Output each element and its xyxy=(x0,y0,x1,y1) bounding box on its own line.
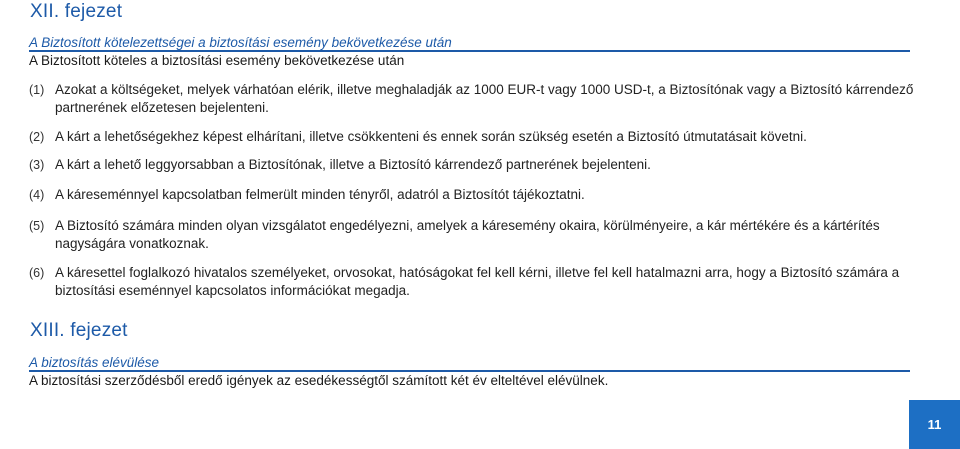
item-number: (3) xyxy=(29,158,45,172)
section-divider xyxy=(29,50,910,52)
list-item xyxy=(29,81,919,117)
item-number: (4) xyxy=(29,188,45,202)
chapter-13-title: XIII. fejezet xyxy=(30,320,128,341)
item-text: A káresettel foglalkozó hivatalos személyeket, orvosokat, hatóságokat fel kell kérni, illetve fel kell hatalmazni arra, hogy a Biztosító számára a biztosítási eseménnyel kapcsolatos információkat megadja. xyxy=(55,265,900,298)
item-text: A káreseménnyel kapcsolatban felmerült minden tényről, adatról a Biztosítót tájékoztatni. xyxy=(55,187,585,202)
item-text: A kárt a lehetőségekhez képest elhárítani, illetve csökkenteni és ennek során szükség esetén a Biztosító útmutatásait követni. xyxy=(55,129,807,144)
chapter-12-title: XII. fejezet xyxy=(30,1,123,22)
list-item xyxy=(29,217,919,253)
item-text: A kárt a lehető leggyorsabban a Biztosítónak, illetve a Biztosító kárrendező partnerének bejelenteni. xyxy=(55,157,651,172)
section-divider xyxy=(29,370,910,372)
list-item xyxy=(29,128,919,146)
page-number-badge xyxy=(909,400,960,449)
item-number: (6) xyxy=(29,266,45,280)
chapter-13-section-title: A biztosítás elévülése xyxy=(29,355,160,370)
chapter-13-text: A biztosítási szerződésből eredő igények az esedékességtől számított két év elteltével elévülnek. xyxy=(29,373,609,388)
item-text: A Biztosító számára minden olyan vizsgálatot engedélyezni, amelyek a káresemény okaira, körülményeire, a kár mértékére és a kártérítés nagyságára vonatkoznak. xyxy=(55,218,880,251)
page-number: 11 xyxy=(927,417,942,432)
chapter-12-intro: A Biztosított köteles a biztosítási esemény bekövetkezése után xyxy=(29,53,405,68)
list-item xyxy=(29,264,919,300)
list-item xyxy=(29,156,919,174)
item-text: Azokat a költségeket, melyek várhatóan elérik, illetve meghaladják az 1000 EUR-t vagy 1000 USD-t, a Biztosítónak vagy a Biztosító kárrendező partnerének előzetesen bejelenteni. xyxy=(55,82,914,115)
chapter-12-section-title: A Biztosított kötelezettségei a biztosítási esemény bekövetkezése után xyxy=(29,35,452,50)
item-number: (1) xyxy=(29,83,45,97)
item-number: (5) xyxy=(29,219,45,233)
item-number: (2) xyxy=(29,130,45,144)
list-item xyxy=(29,186,919,204)
